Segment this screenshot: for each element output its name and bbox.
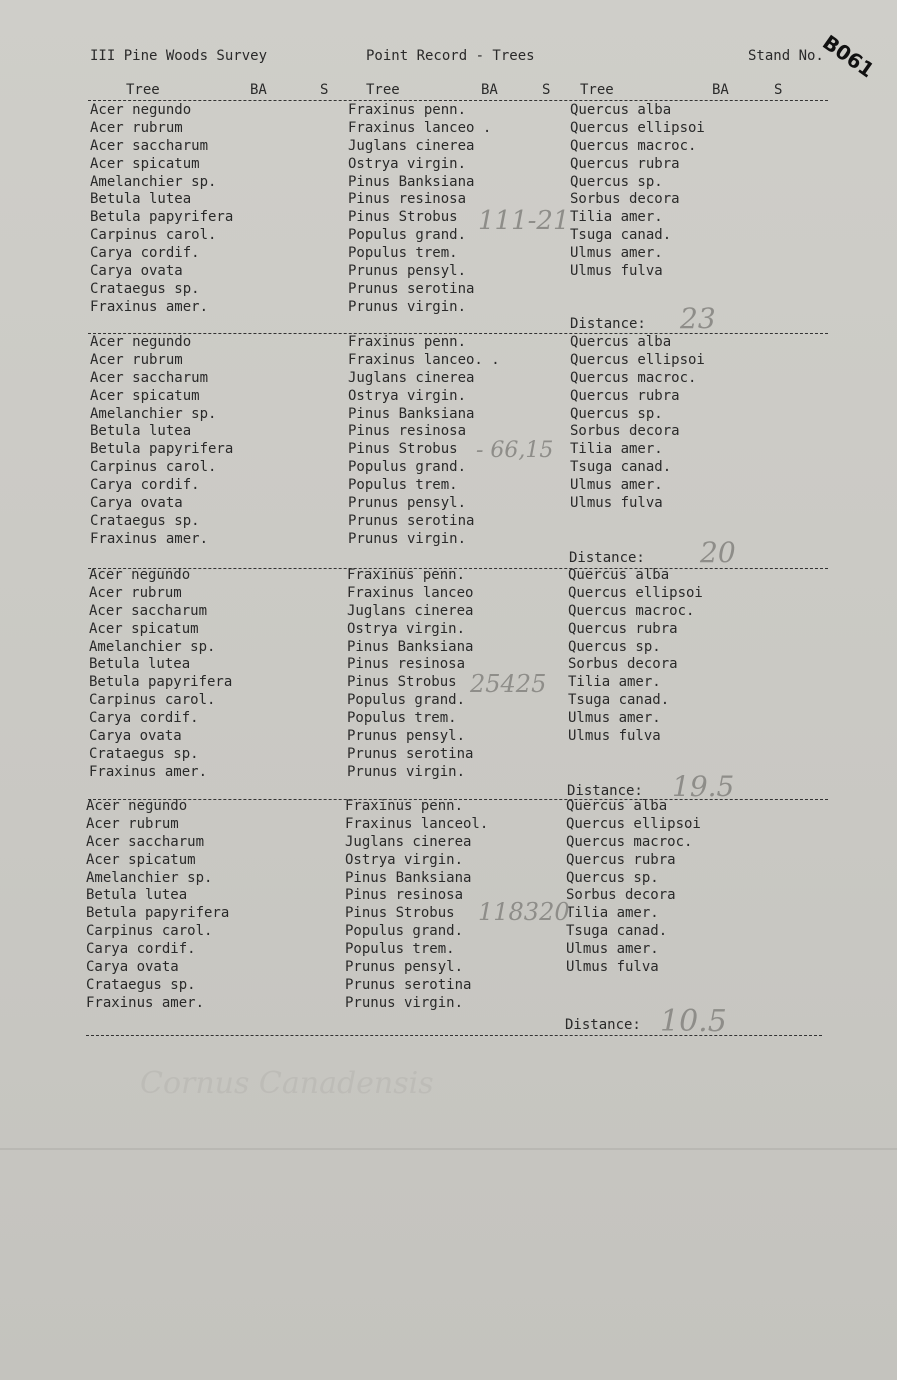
list-item: Fraxinus penn. <box>345 798 464 814</box>
list-item: Ulmus amer. <box>566 941 659 958</box>
record-title: Point Record - Trees <box>366 48 535 64</box>
list-item: Acer negundo <box>86 798 188 814</box>
list-item: Betula lutea <box>89 656 191 673</box>
list-item: Betula papyrifera <box>89 674 233 691</box>
list-item: Acer negundo <box>89 567 191 583</box>
list-item: Quercus ellipsoi <box>570 119 705 136</box>
list-item: Ulmus fulva <box>566 959 659 976</box>
list-item: Amelanchier sp. <box>90 173 217 190</box>
list-item: Betula papyrifera <box>90 441 234 458</box>
list-item: Quercus macroc. <box>570 369 697 386</box>
list-item: Pinus Banksiana <box>347 638 474 655</box>
list-item: Fraxinus penn. <box>347 567 466 583</box>
list-item: Crataegus sp. <box>89 745 199 762</box>
list-item: Fraxinus lanceo <box>347 584 474 601</box>
list-item: Acer saccharum <box>86 833 205 850</box>
list-item: Tilia amer. <box>568 674 661 691</box>
list-item: Quercus alba <box>570 334 672 350</box>
block1-col3 <box>570 102 705 281</box>
list-item: Acer spicatum <box>90 155 200 172</box>
list-item: Quercus ellipsoi <box>570 351 705 368</box>
list-item: Sorbus decora <box>568 656 678 673</box>
list-item: Quercus macroc. <box>566 833 693 850</box>
col2-ba-header: BA <box>481 82 498 98</box>
list-item: Fraxinus lanceol. <box>345 815 489 832</box>
list-item: Ostrya virgin. <box>345 851 464 868</box>
paper-fold <box>0 1148 897 1150</box>
list-item: Tsuga canad. <box>568 692 670 709</box>
col2-tree-header: Tree <box>366 82 400 98</box>
list-item: Quercus ellipsoi <box>566 815 701 832</box>
list-item: Acer saccharum <box>90 137 209 154</box>
list-item: Ulmus amer. <box>570 245 663 262</box>
list-item: Juglans cinerea <box>347 602 474 619</box>
handwritten-ba-4: 118320 <box>478 898 570 926</box>
list-item: Prunus pensyl. <box>348 263 467 280</box>
col3-tree-header: Tree <box>580 82 614 98</box>
block2-col1 <box>90 334 233 549</box>
list-item: Pinus Banksiana <box>345 869 472 886</box>
list-item: Prunus serotina <box>348 512 475 529</box>
list-item: Ulmus fulva <box>568 728 661 745</box>
list-item: Prunus serotina <box>348 280 475 297</box>
block3-col2 <box>347 567 473 782</box>
list-item: Sorbus decora <box>566 887 676 904</box>
distance-label-4: Distance: <box>565 1017 641 1033</box>
distance-value-1: 23 <box>680 302 716 335</box>
list-item: Pinus resinosa <box>348 191 467 208</box>
list-item: Acer saccharum <box>89 602 208 619</box>
block4-col3 <box>566 798 701 977</box>
col1-s-header: S <box>320 82 329 98</box>
list-item: Carpinus carol. <box>86 923 213 940</box>
list-item: Fraxinus lanceo. . <box>348 351 500 368</box>
list-item: Populus trem. <box>348 477 458 494</box>
list-item: Pinus Banksiana <box>348 173 475 190</box>
header-rule <box>88 100 828 101</box>
list-item: Fraxinus amer. <box>89 763 208 780</box>
col3-ba-header: BA <box>712 82 729 98</box>
block1-col1 <box>90 102 233 317</box>
list-item: Pinus resinosa <box>348 423 467 440</box>
list-item: Acer rubrum <box>90 351 183 368</box>
list-item: Carya ovata <box>90 263 183 280</box>
list-item: Ulmus amer. <box>570 477 663 494</box>
list-item: Prunus virgin. <box>348 530 467 547</box>
list-item: Carpinus carol. <box>89 692 216 709</box>
list-item: Fraxinus amer. <box>90 530 209 547</box>
list-item: Crataegus sp. <box>90 280 200 297</box>
list-item: Acer rubrum <box>86 815 179 832</box>
list-item: Ostrya virgin. <box>348 387 467 404</box>
list-item: Pinus resinosa <box>347 656 466 673</box>
stand-number-stamp: B061 <box>818 30 879 83</box>
list-item: Amelanchier sp. <box>90 405 217 422</box>
list-item: Acer spicatum <box>86 851 196 868</box>
list-item: Carya cordif. <box>90 477 200 494</box>
distance-value-2: 20 <box>700 536 736 569</box>
list-item: Fraxinus penn. <box>348 334 467 350</box>
list-item: Quercus alba <box>568 567 670 583</box>
list-item: Pinus Strobus <box>348 441 458 458</box>
list-item: Quercus macroc. <box>568 602 695 619</box>
list-item: Populus grand. <box>348 227 467 244</box>
list-item: Fraxinus amer. <box>90 298 209 315</box>
list-item: Betula lutea <box>90 423 192 440</box>
list-item: Crataegus sp. <box>86 976 196 993</box>
stand-label: Stand No. <box>748 48 824 64</box>
handwritten-ba-1: 111-21 <box>478 206 570 236</box>
list-item: Quercus sp. <box>570 173 663 190</box>
list-item: Quercus sp. <box>570 405 663 422</box>
list-item: Prunus pensyl. <box>347 728 466 745</box>
block1-col2 <box>348 102 491 317</box>
list-item: Fraxinus penn. <box>348 102 467 118</box>
list-item: Quercus sp. <box>568 638 661 655</box>
list-item: Ulmus fulva <box>570 263 663 280</box>
list-item: Populus grand. <box>348 459 467 476</box>
list-item: Sorbus decora <box>570 191 680 208</box>
list-item: Prunus serotina <box>345 976 472 993</box>
list-item: Prunus virgin. <box>347 763 466 780</box>
list-item: Ulmus amer. <box>568 710 661 727</box>
list-item: Carya cordif. <box>86 941 196 958</box>
list-item: Ostrya virgin. <box>348 155 467 172</box>
list-item: Quercus sp. <box>566 869 659 886</box>
list-item: Acer spicatum <box>89 620 199 637</box>
list-item: Tilia amer. <box>570 441 663 458</box>
list-item: Quercus alba <box>570 102 672 118</box>
list-item: Carya ovata <box>90 495 183 512</box>
distance-label-2: Distance: <box>569 550 645 566</box>
list-item: Quercus macroc. <box>570 137 697 154</box>
list-item: Fraxinus amer. <box>86 994 205 1011</box>
list-item: Amelanchier sp. <box>86 869 213 886</box>
list-item: Pinus Strobus <box>348 209 458 226</box>
list-item: Betula lutea <box>90 191 192 208</box>
col1-tree-header: Tree <box>126 82 160 98</box>
list-item: Juglans cinerea <box>348 369 475 386</box>
list-item: Carya cordif. <box>89 710 199 727</box>
handwritten-ba-3: 25425 <box>470 670 547 698</box>
list-item: Ostrya virgin. <box>347 620 466 637</box>
distance-label-3: Distance: <box>567 783 643 799</box>
list-item: Carpinus carol. <box>90 227 217 244</box>
list-item: Quercus ellipsoi <box>568 584 703 601</box>
list-item: Carpinus carol. <box>90 459 217 476</box>
survey-title: III Pine Woods Survey <box>90 48 268 64</box>
block4-col1 <box>86 798 229 1013</box>
distance-value-4: 10.5 <box>660 1004 727 1039</box>
distance-label-1: Distance: <box>570 316 646 332</box>
list-item: Prunus virgin. <box>345 994 464 1011</box>
block2-col3 <box>570 334 705 513</box>
list-item: Fraxinus lanceo . <box>348 119 492 136</box>
list-item: Populus trem. <box>348 245 458 262</box>
list-item: Populus grand. <box>345 923 464 940</box>
list-item: Tilia amer. <box>570 209 663 226</box>
col1-ba-header: BA <box>250 82 267 98</box>
list-item: Prunus virgin. <box>348 298 467 315</box>
list-item: Quercus rubra <box>570 387 680 404</box>
handwritten-ba-2: - 66,15 <box>476 438 554 463</box>
list-item: Carya ovata <box>89 728 182 745</box>
list-item: Carya cordif. <box>90 245 200 262</box>
list-item: Amelanchier sp. <box>89 638 216 655</box>
pencil-note: Cornus Canadensis <box>140 1066 434 1101</box>
col2-s-header: S <box>542 82 551 98</box>
list-item: Tsuga canad. <box>570 227 672 244</box>
list-item: Pinus Strobus <box>347 674 457 691</box>
list-item: Tsuga canad. <box>570 459 672 476</box>
list-item: Acer spicatum <box>90 387 200 404</box>
list-item: Prunus pensyl. <box>345 959 464 976</box>
list-item: Betula lutea <box>86 887 188 904</box>
list-item: Populus trem. <box>347 710 457 727</box>
list-item: Populus grand. <box>347 692 466 709</box>
block-divider-4 <box>86 1035 822 1036</box>
block3-col1 <box>89 567 232 782</box>
list-item: Acer saccharum <box>90 369 209 386</box>
list-item: Quercus rubra <box>568 620 678 637</box>
list-item: Acer rubrum <box>90 119 183 136</box>
list-item: Quercus rubra <box>570 155 680 172</box>
list-item: Pinus resinosa <box>345 887 464 904</box>
list-item: Juglans cinerea <box>348 137 475 154</box>
list-item: Acer rubrum <box>89 584 182 601</box>
list-item: Acer negundo <box>90 334 192 350</box>
list-item: Crataegus sp. <box>90 512 200 529</box>
distance-value-3: 19.5 <box>672 770 735 803</box>
list-item: Quercus alba <box>566 798 668 814</box>
block3-col3 <box>568 567 703 746</box>
list-item: Prunus pensyl. <box>348 495 467 512</box>
list-item: Tilia amer. <box>566 905 659 922</box>
list-item: Populus trem. <box>345 941 455 958</box>
list-item: Tsuga canad. <box>566 923 668 940</box>
list-item: Carya ovata <box>86 959 179 976</box>
col3-s-header: S <box>774 82 783 98</box>
list-item: Quercus rubra <box>566 851 676 868</box>
list-item: Juglans cinerea <box>345 833 472 850</box>
list-item: Betula papyrifera <box>90 209 234 226</box>
list-item: Ulmus fulva <box>570 495 663 512</box>
list-item: Pinus Banksiana <box>348 405 475 422</box>
list-item: Prunus serotina <box>347 745 474 762</box>
list-item: Acer negundo <box>90 102 192 118</box>
block4-col2 <box>345 798 488 1013</box>
list-item: Pinus Strobus <box>345 905 455 922</box>
list-item: Betula papyrifera <box>86 905 230 922</box>
list-item: Sorbus decora <box>570 423 680 440</box>
